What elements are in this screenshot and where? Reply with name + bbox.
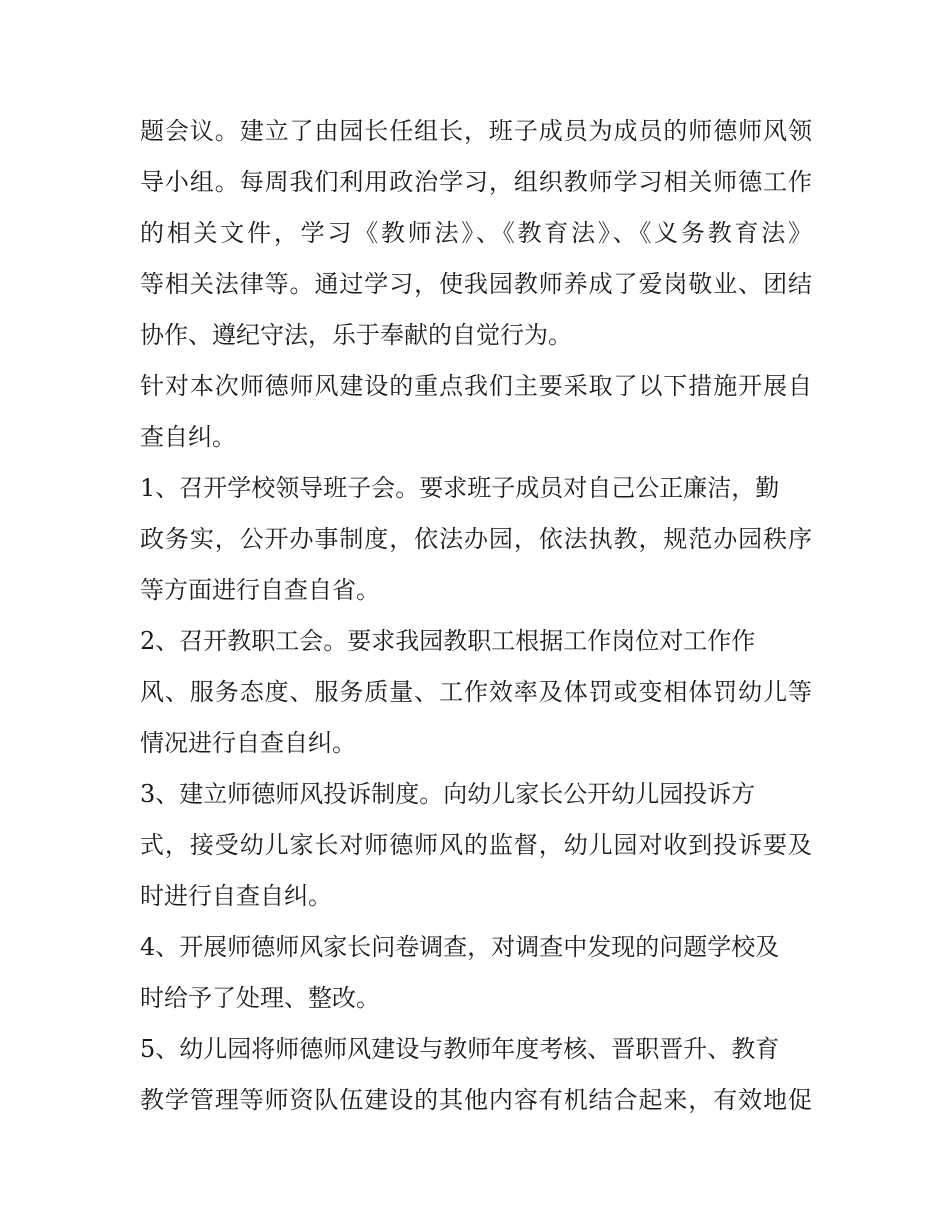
text-line: 针对本次师德师风建设的重点我们主要采取了以下措施开展自	[140, 372, 812, 400]
text-line: 等方面进行自查自省。	[140, 576, 380, 604]
text-line: 式，接受幼儿家长对师德师风的监督，幼儿园对收到投诉要及	[140, 831, 812, 859]
text-line: 导小组。每周我们利用政治学习，组织教师学习相关师德工作	[140, 168, 812, 196]
text-line: 查自纠。	[140, 423, 236, 451]
text-line: 4、开展师德师风家长问卷调查，对调查中发现的问题学校及	[140, 933, 780, 961]
text-line: 2、召开教职工会。要求我园教职工根据工作岗位对工作作	[140, 627, 756, 655]
text-line: 题会议。建立了由园长任组长，班子成员为成员的师德师风领	[140, 117, 812, 145]
text-line: 等相关法律等。通过学习，使我园教师养成了爱岗敬业、团结	[140, 270, 812, 298]
document-body	[140, 106, 812, 1126]
text-line: 协作、遵纪守法，乐于奉献的自觉行为。	[140, 321, 572, 349]
text-line: 的相关文件，学习《教师法》、《教育法》、《义务教育法》	[140, 219, 812, 247]
text-line: 1、召开学校领导班子会。要求班子成员对自己公正廉洁，勤	[140, 474, 780, 502]
text-line: 教学管理等师资队伍建设的其他内容有机结合起来，有效地促	[140, 1086, 812, 1114]
text-line: 时进行自查自纠。	[140, 882, 332, 910]
text-line: 3、建立师德师风投诉制度。向幼儿家长公开幼儿园投诉方	[140, 780, 756, 808]
text-line: 情况进行自查自纠。	[140, 729, 356, 757]
text-line: 5、幼儿园将师德师风建设与教师年度考核、晋职晋升、教育	[140, 1035, 780, 1063]
text-line: 风、服务态度、服务质量、工作效率及体罚或变相体罚幼儿等	[140, 678, 812, 706]
text-line: 时给予了处理、整改。	[140, 984, 380, 1012]
text-line: 政务实，公开办事制度，依法办园，依法执教，规范办园秩序	[140, 525, 812, 553]
